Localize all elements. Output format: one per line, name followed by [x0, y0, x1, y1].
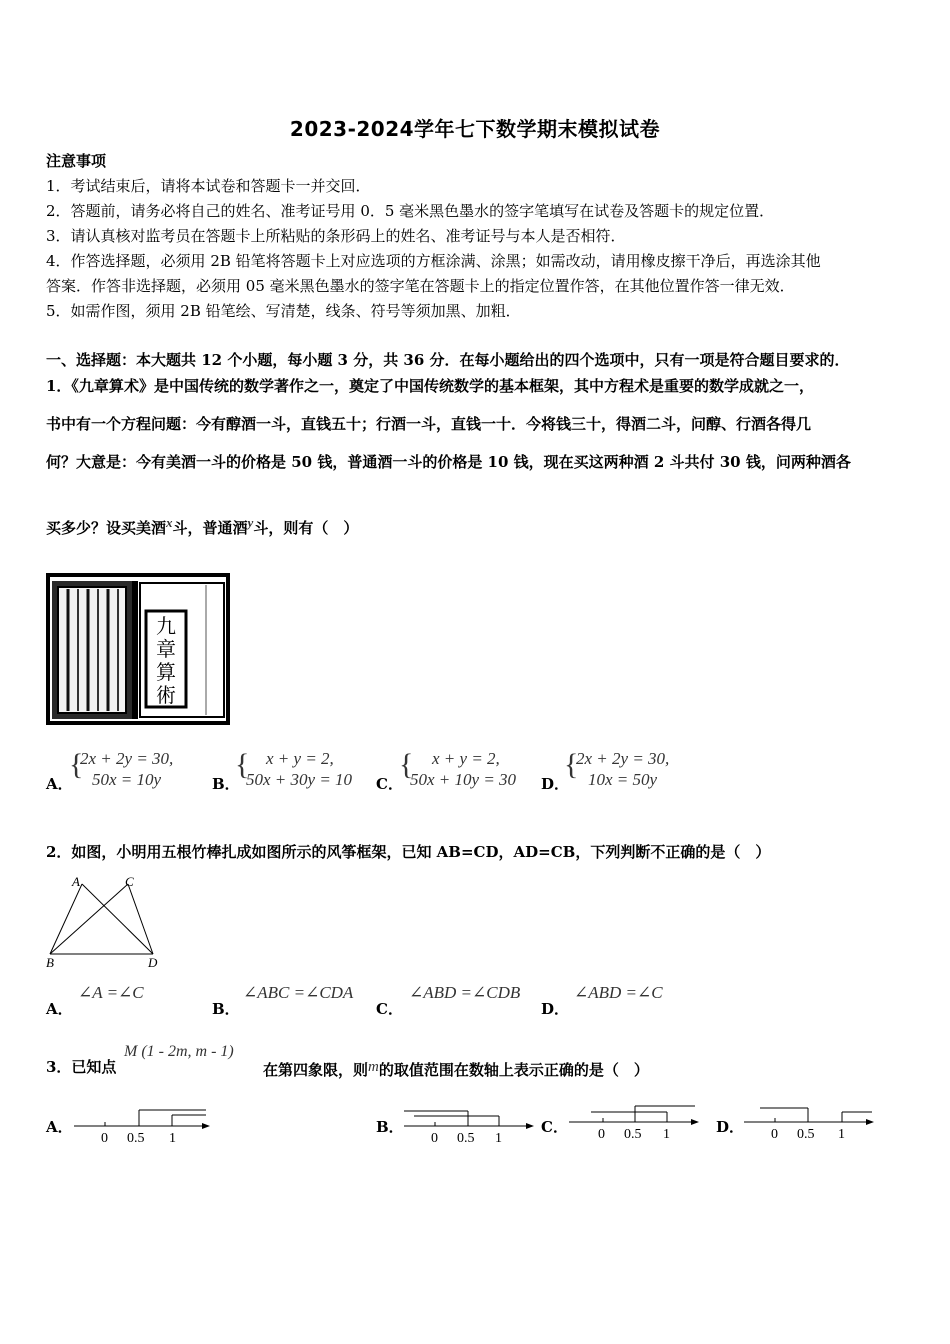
q1-option-b-eq1: x + y = 2,	[266, 749, 334, 768]
tick-label: 1	[838, 1127, 845, 1142]
notice-item: 答案．作答非选择题，必须用 05 毫米黑色墨水的签字笔在答题卡上的指定位置作答，在其他位置作答一律无效．	[46, 277, 795, 295]
tick-label: 0	[771, 1127, 778, 1142]
kite-figure	[40, 872, 170, 972]
q2-option-c-letter[interactable]: C．	[376, 1000, 403, 1018]
tick-label: 0	[431, 1131, 438, 1146]
q2-option-d-expr: ∠ABD =∠C	[574, 983, 663, 1002]
brace-icon: {	[69, 748, 84, 781]
q1-text: 斗，则有（ ）	[253, 519, 359, 537]
q1-last-line	[46, 513, 358, 538]
var-y: y	[247, 515, 254, 530]
notice-item: 3．请认真核对监考员在答题卡上所粘贴的条形码上的姓名、准考证号与本人是否相符．	[46, 227, 626, 245]
q1-option-a-eq2: 50x = 10y	[92, 770, 162, 789]
q1-option-b-letter[interactable]: B．	[212, 775, 240, 793]
q2-text: 2．如图，小明用五根竹棒扎成如图所示的风筝框架，已知 AB=CD，AD=CB，下列判断不正确的是（ ）	[46, 843, 771, 861]
notice-item: 2．答题前，请务必将自己的姓名、准考证号用 0．5 毫米黑色墨水的签字笔填写在试卷及答题卡的规定位置．	[46, 202, 775, 220]
q2-option-a-letter[interactable]: A．	[46, 1000, 73, 1018]
q1-line: 1．《九章算术》是中国传统的数学著作之一，奠定了中国传统数学的基本框架，其中方程术是重要的数学成就之一，	[46, 377, 814, 395]
book-char: 算	[156, 662, 176, 684]
q1-option-b-eq2: 50x + 30y = 10	[246, 770, 353, 789]
book-char: 九	[156, 616, 176, 638]
var-m: m	[368, 1059, 379, 1075]
section-heading: 一、选择题：本大题共 12 个小题，每小题 3 分，共 36 分．在每小题给出的四个选项中，只有一项是符合题目要求的．	[46, 351, 850, 369]
label-b: B	[46, 955, 54, 970]
tick-label: 0.5	[797, 1127, 815, 1142]
tick-label: 1	[495, 1131, 502, 1146]
tick-label: 0.5	[127, 1131, 145, 1146]
q3-text: 在第四象限，则	[263, 1061, 369, 1079]
number-line-d	[742, 1100, 882, 1142]
q2-option-d-letter[interactable]: D．	[541, 1000, 570, 1018]
label-a: A	[72, 874, 80, 889]
tick-label: 0.5	[457, 1131, 475, 1146]
q3-point: M (1 - 2m, m - 1)	[124, 1043, 234, 1060]
q1-text: 买多少？设买美酒	[46, 519, 167, 537]
number-line-b	[402, 1104, 542, 1146]
q1-option-a-eq1: 2x + 2y = 30,	[80, 749, 174, 768]
tick-label: 0	[598, 1127, 605, 1142]
tick-label: 0	[101, 1131, 108, 1146]
q1-line: 书中有一个方程问题：今有醇酒一斗，直钱五十；行酒一斗，直钱一十．今将钱三十，得酒二斗，问醇、行酒各得几	[46, 415, 812, 433]
brace-icon: {	[564, 748, 579, 781]
q1-option-a-letter[interactable]: A．	[46, 775, 73, 793]
number-line-a	[72, 1104, 217, 1146]
q1-line: 何？大意是：今有美酒一斗的价格是 50 钱，普通酒一斗的价格是 10 钱，现在买这两种酒 2 斗共付 30 钱，问两种酒各	[46, 453, 851, 471]
brace-icon: {	[399, 748, 414, 781]
notice-heading: 注意事项	[46, 152, 107, 170]
notice-item: 5．如需作图，须用 2B 铅笔绘、写清楚，线条、符号等须加黑、加粗．	[46, 302, 521, 320]
page-title: 2023-2024学年七下数学期末模拟试卷	[289, 117, 661, 141]
q2-option-b-letter[interactable]: B．	[212, 1000, 240, 1018]
q2-option-a-expr: ∠A =∠C	[78, 983, 144, 1002]
notice-item: 4．作答选择题，必须用 2B 铅笔将答题卡上对应选项的方框涂满、涂黑；如需改动，请用橡皮擦干净后，再选涂其他	[46, 252, 821, 270]
book-image	[46, 573, 230, 725]
q1-option-d-eq2: 10x = 50y	[588, 770, 658, 789]
q1-option-d-letter[interactable]: D．	[541, 775, 570, 793]
q1-option-c-eq2: 50x + 10y = 30	[410, 770, 517, 789]
q2-option-b-expr: ∠ABC =∠CDA	[243, 983, 354, 1002]
tick-label: 0.5	[624, 1127, 642, 1142]
q3-option-b-letter[interactable]: B．	[376, 1118, 404, 1136]
book-char: 章	[156, 639, 176, 661]
q1-option-c-letter[interactable]: C．	[376, 775, 403, 793]
notice-item: 1．考试结束后，请将本试卷和答题卡一并交回．	[46, 177, 371, 195]
book-char: 術	[156, 685, 176, 707]
q3-text-a: 3．已知点	[46, 1058, 117, 1076]
tick-label: 1	[663, 1127, 670, 1142]
q1-option-d-eq1: 2x + 2y = 30,	[576, 749, 670, 768]
q1-option-c-eq1: x + y = 2,	[432, 749, 500, 768]
q3-text: 的取值范围在数轴上表示正确的是（ ）	[378, 1061, 649, 1079]
tick-label: 1	[169, 1131, 176, 1146]
q3-text-b	[263, 1057, 649, 1080]
q1-text: 斗，普通酒	[172, 519, 248, 537]
q3-option-d-letter[interactable]: D．	[716, 1118, 745, 1136]
q3-option-c-letter[interactable]: C．	[541, 1118, 568, 1136]
q3-option-a-letter[interactable]: A．	[46, 1118, 73, 1136]
label-c: C	[125, 874, 134, 889]
brace-icon: {	[235, 748, 250, 781]
var-x: x	[166, 515, 173, 530]
number-line-c	[567, 1100, 707, 1142]
q2-option-c-expr: ∠ABD =∠CDB	[409, 983, 521, 1002]
label-d: D	[148, 955, 158, 970]
